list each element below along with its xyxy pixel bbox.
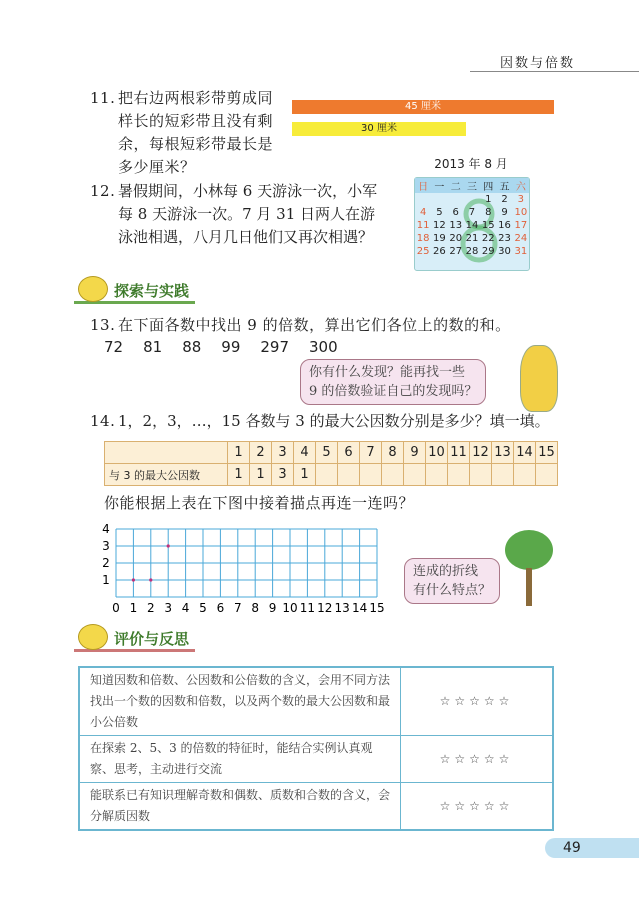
line: 连成的折线: [413, 564, 479, 579]
weekday: 一: [431, 178, 447, 193]
calendar-day: 8: [485, 207, 492, 218]
ribbon-45cm: 45 厘米: [292, 100, 554, 114]
gcd-cell[interactable]: [316, 464, 338, 486]
calendar-day: 1: [485, 194, 492, 205]
chapter-header: 因数与倍数: [470, 52, 639, 72]
header-cell: 15: [536, 442, 558, 464]
calendar-day: 3: [517, 194, 525, 205]
line: 每 8 天游泳一次。7 月 31 日两人在游: [118, 205, 376, 223]
calendar-day: 17: [514, 220, 528, 231]
criterion: 在探索 2、5、3 的倍数的特征时，能结合实例认真观察、思考，主动进行交流: [79, 736, 401, 783]
x-tick-label: 1: [129, 601, 138, 615]
number-item: 99: [221, 338, 241, 356]
header-cell: 13: [492, 442, 514, 464]
calendar-day: 31: [514, 246, 528, 257]
evaluation-table: [78, 666, 554, 831]
section-explore-practice: [74, 280, 195, 304]
ribbon-30cm: 30 厘米: [292, 122, 466, 136]
calendar-title: 2013 年 8 月: [434, 157, 508, 171]
header-cell: 8: [382, 442, 404, 464]
header-cell: 10: [426, 442, 448, 464]
calendar-day: 2: [501, 194, 508, 205]
section-evaluation-reflection: [74, 628, 195, 652]
x-tick-label: 3: [164, 601, 173, 615]
calendar-day: 20: [449, 233, 463, 244]
section-title: 评价与反思: [114, 630, 190, 648]
line: 9 的倍数验证自己的发现吗？: [309, 384, 478, 399]
x-tick-label: 7: [233, 601, 242, 615]
gcd-cell[interactable]: 3: [272, 464, 294, 486]
chick-mascot-icon: [78, 624, 108, 650]
gcd-cell[interactable]: [470, 464, 492, 486]
question-11-number: 11.: [90, 89, 116, 107]
gcd-cell[interactable]: [382, 464, 404, 486]
corner-cell: [105, 442, 228, 464]
gcd-cell[interactable]: [448, 464, 470, 486]
graph-prompt: 你能根据上表在下图中接着描点再连一连吗？: [104, 494, 415, 512]
header-cell: 4: [294, 442, 316, 464]
calendar-day: 25: [416, 246, 430, 257]
header-cell: 14: [514, 442, 536, 464]
gcd-cell[interactable]: 1: [294, 464, 316, 486]
gcd-cell[interactable]: 1: [250, 464, 272, 486]
speech-bubble-13: [300, 359, 486, 405]
header-cell: 9: [404, 442, 426, 464]
number-item: 72: [104, 338, 124, 356]
calendar-day: 22: [481, 233, 495, 244]
question-13-text: 在下面各数中找出 9 的倍数，算出它们各位上的数的和。: [118, 316, 511, 334]
calendar-day: 23: [498, 233, 511, 244]
x-tick-label: 10: [282, 601, 298, 615]
question-14-text: 1，2，3，…，15 各数与 3 的最大公因数分别是多少？填一填。: [118, 412, 550, 430]
gcd-cell[interactable]: [426, 464, 448, 486]
calendar-day: 15: [481, 220, 495, 231]
section-title: 探索与实践: [114, 282, 190, 300]
calendar-day: 10: [514, 207, 528, 218]
chick-mascot-icon: [78, 276, 108, 302]
line: 余，每根短彩带最长是: [118, 135, 274, 153]
header-cell: 5: [316, 442, 338, 464]
corn-mascot-icon: [520, 345, 558, 412]
x-tick-label: 8: [251, 601, 260, 615]
calendar-day: 7: [468, 207, 476, 218]
weekday: 六: [513, 178, 529, 193]
calendar-day: 6: [452, 207, 459, 218]
number-list: [104, 338, 338, 356]
header-cell: 2: [250, 442, 272, 464]
header-cell: 7: [360, 442, 382, 464]
gcd-cell[interactable]: [514, 464, 536, 486]
calendar-day: [448, 193, 464, 206]
criterion: 能联系已有知识理解奇数和偶数、质数和合数的含义，会分解质因数: [79, 783, 401, 831]
calendar: [414, 177, 530, 271]
y-tick-label: 4: [102, 522, 110, 536]
x-tick-label: 15: [369, 601, 385, 615]
question-13-number: 13.: [90, 316, 116, 334]
star-rating[interactable]: ☆☆☆☆☆: [401, 667, 554, 736]
calendar-day: 24: [514, 233, 528, 244]
calendar-day: 9: [501, 207, 508, 218]
x-tick-label: 9: [268, 601, 277, 615]
x-tick-label: 13: [334, 601, 350, 615]
speech-bubble-14: [404, 558, 500, 604]
x-tick-label: 14: [351, 601, 368, 615]
row-label: 与 3 的最大公因数: [105, 464, 228, 486]
header-cell: 12: [470, 442, 492, 464]
header-cell: 6: [338, 442, 360, 464]
calendar-day: 18: [416, 233, 430, 244]
page-number: 49: [545, 838, 639, 858]
calendar-day: [431, 193, 447, 206]
x-tick-label: 2: [146, 601, 155, 615]
x-tick-label: 12: [317, 601, 333, 615]
calendar-day: 5: [436, 207, 443, 218]
question-14-number: 14.: [90, 412, 116, 430]
line: 有什么特点？: [413, 583, 492, 598]
y-tick-label: 3: [102, 539, 110, 553]
plotted-point: [149, 578, 152, 581]
question-12-text: [118, 180, 377, 249]
calendar-day: 29: [481, 246, 495, 257]
header-cell: 1: [228, 442, 250, 464]
evaluation-row: [79, 667, 553, 736]
calendar-day: 27: [449, 246, 463, 257]
evaluation-row: [79, 783, 553, 831]
weekday: 日: [415, 178, 431, 193]
calendar-day: 13: [449, 220, 463, 231]
calendar-day: 12: [433, 220, 446, 231]
y-tick-label: 2: [102, 556, 110, 570]
x-tick-label: 5: [199, 601, 207, 615]
calendar-day: 16: [498, 220, 511, 231]
line: 把右边两根彩带剪成同: [118, 89, 274, 107]
gcd-cell[interactable]: 1: [228, 464, 250, 486]
header-cell: 11: [448, 442, 470, 464]
gcd-cell[interactable]: [492, 464, 514, 486]
weekday: 二: [448, 178, 464, 193]
gcd-cell[interactable]: [338, 464, 360, 486]
x-tick-label: 0: [112, 601, 120, 615]
line: 样长的短彩带且没有剩: [118, 112, 274, 130]
criterion: 知道因数和倍数、公因数和公倍数的含义，会用不同方法找出一个数的因数和倍数，以及两个数的最大公因数和最小公倍数: [79, 667, 401, 736]
calendar-day: [415, 193, 431, 206]
x-tick-label: 6: [216, 601, 225, 615]
y-tick-label: 1: [102, 573, 110, 587]
calendar-day: 19: [433, 233, 446, 244]
weekday: 三: [464, 178, 480, 193]
line: 你有什么发现？能再找一些: [309, 365, 466, 380]
calendar-day: 28: [465, 246, 479, 257]
evaluation-row: [79, 736, 553, 783]
question-11-text: [118, 87, 273, 179]
number-item: 297: [260, 338, 290, 356]
gcd-cell[interactable]: [536, 464, 558, 486]
weekday: 五: [496, 178, 512, 193]
calendar-day: 11: [416, 220, 430, 231]
line: 暑假期间，小林每 6 天游泳一次，小军: [118, 182, 378, 200]
number-item: 300: [309, 338, 338, 356]
calendar-day: 14: [465, 220, 479, 231]
weekday: 四: [480, 178, 496, 193]
question-12-number: 12.: [90, 182, 116, 200]
tree-trunk: [526, 568, 532, 606]
star-rating[interactable]: ☆☆☆☆☆: [401, 783, 554, 831]
calendar-day: 4: [419, 207, 427, 218]
x-tick-label: 4: [181, 601, 190, 615]
tree-mascot-icon: [505, 530, 553, 570]
star-rating[interactable]: ☆☆☆☆☆: [401, 736, 554, 783]
gcd-cell[interactable]: [360, 464, 382, 486]
calendar-day: [464, 193, 480, 206]
line: 泳池相遇，八月几日他们又再次相遇？: [118, 228, 374, 246]
gcd-cell[interactable]: [404, 464, 426, 486]
x-tick-label: 11: [299, 601, 316, 615]
calendar-day: 21: [465, 233, 479, 244]
plotted-point: [132, 578, 135, 581]
calendar-day: 26: [433, 246, 446, 257]
header-cell: 3: [272, 442, 294, 464]
line-graph-grid[interactable]: [98, 517, 398, 617]
calendar-day: 30: [498, 246, 511, 257]
line: 多少厘米？: [118, 158, 196, 176]
gcd-table: [104, 441, 558, 486]
number-item: 88: [182, 338, 202, 356]
plotted-point: [167, 544, 170, 547]
number-item: 81: [143, 338, 163, 356]
